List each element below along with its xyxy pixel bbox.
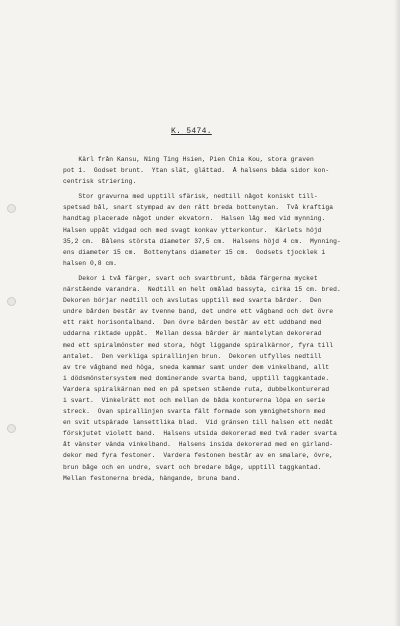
text-line: närstående varandra. Nedtill en helt omålad bassyta, cirka 15 cm. bred. [63,286,341,294]
text-line: streck. Ovan spirallinjen svarta fält formade som ymnighetshorn med [63,408,326,416]
punch-hole-icon [7,297,16,306]
catalogue-reference: K. 5474. [171,127,212,136]
punch-hole-icon [7,424,16,433]
punch-hole-icon [7,204,16,213]
text-line: med ett spiralmönster med stora, högt liggande spiralkärnor, fyra till [63,341,334,349]
text-line: handtag placerade något under ekvatorn. Halsen låg med vid mynning. [63,215,326,223]
text-line: brun båge och en undre, svart och bredare båge, upptill taggkantad. [63,463,322,471]
text-line: Stor gravurna med upptill sfärisk, nedtill något koniskt till- [63,193,318,201]
text-line: Kärl från Kansu, Ning Ting Hsien, Pien Chia Kou, stora graven [63,156,314,163]
text-line: uddarna riktade uppåt. Mellan dessa bårder är mantelytan dekorerad [63,330,322,338]
text-line: antalet. Den verkliga spirallinjen brun. Dekoren utfylles nedtill [63,352,322,360]
text-line: åt vänster vända vinkelband. Halsens insida dekorerad med en girland- [63,441,334,449]
text-line: Vardera spiralkärnan med en på spetsen stående ruta, dubbelkonturerad [63,385,330,393]
text-line: 35,2 cm. Bålens största diameter 37,5 cm. Halsens höjd 4 cm. Mynning- [63,237,341,245]
text-line: förskjutet violett band. Halsens utsida dekorerad med två rader svarta [63,430,337,438]
text-line: undre bården består av tvenne band, det undre ett vågband och det övre [63,308,334,316]
text-line: Dekoren börjar nedtill och avslutas upptill med svarta bårder. Den [63,297,322,305]
page-edge-shadow [394,0,400,626]
text-line: en svit utspärade lansettlika blad. Vid gränsen till halsen ett nedåt [63,419,334,427]
document-body [63,154,381,484]
text-line: pot 1. Godset brunt. Ytan slät, glättad. Å halsens båda sidor kon- [63,167,330,175]
text-line: i dödsmönstersystem med dominerande svarta band, upptill taggkantade. [63,374,330,382]
text-line: Halsen uppåt vidgad och med svagt konkav ytterkontur. Kärlets höjd [63,226,322,234]
text-line: av tre vågband med höga, sneda kammar samt under dem vinkelband, allt [63,363,330,371]
text-line: Mellan festonerna breda, hängande, bruna band. [63,474,241,482]
text-line: halsen 0,8 cm. [63,259,118,267]
text-line: ens diameter 15 cm. Bottenytans diameter 15 cm. Godsets tjocklek i [63,248,326,256]
text-line: i svart. Vinkelrätt mot och mellan de båda konturerna löpa en serie [63,396,326,404]
text-line: spetsad bål, snart stympad av den rätt breda bottenytan. Två kraftiga [63,204,334,212]
text-line: centrisk striering. [63,178,137,186]
text-line: ett rakt horisontalband. Den övre bården består av ett uddband med [63,319,322,327]
text-line: Dekor i två färger, svart och svartbrunt, båda färgerna mycket [63,274,318,282]
text-line: dekor med fyra festoner. Vardera festonen består av en smalare, övre, [63,452,334,460]
